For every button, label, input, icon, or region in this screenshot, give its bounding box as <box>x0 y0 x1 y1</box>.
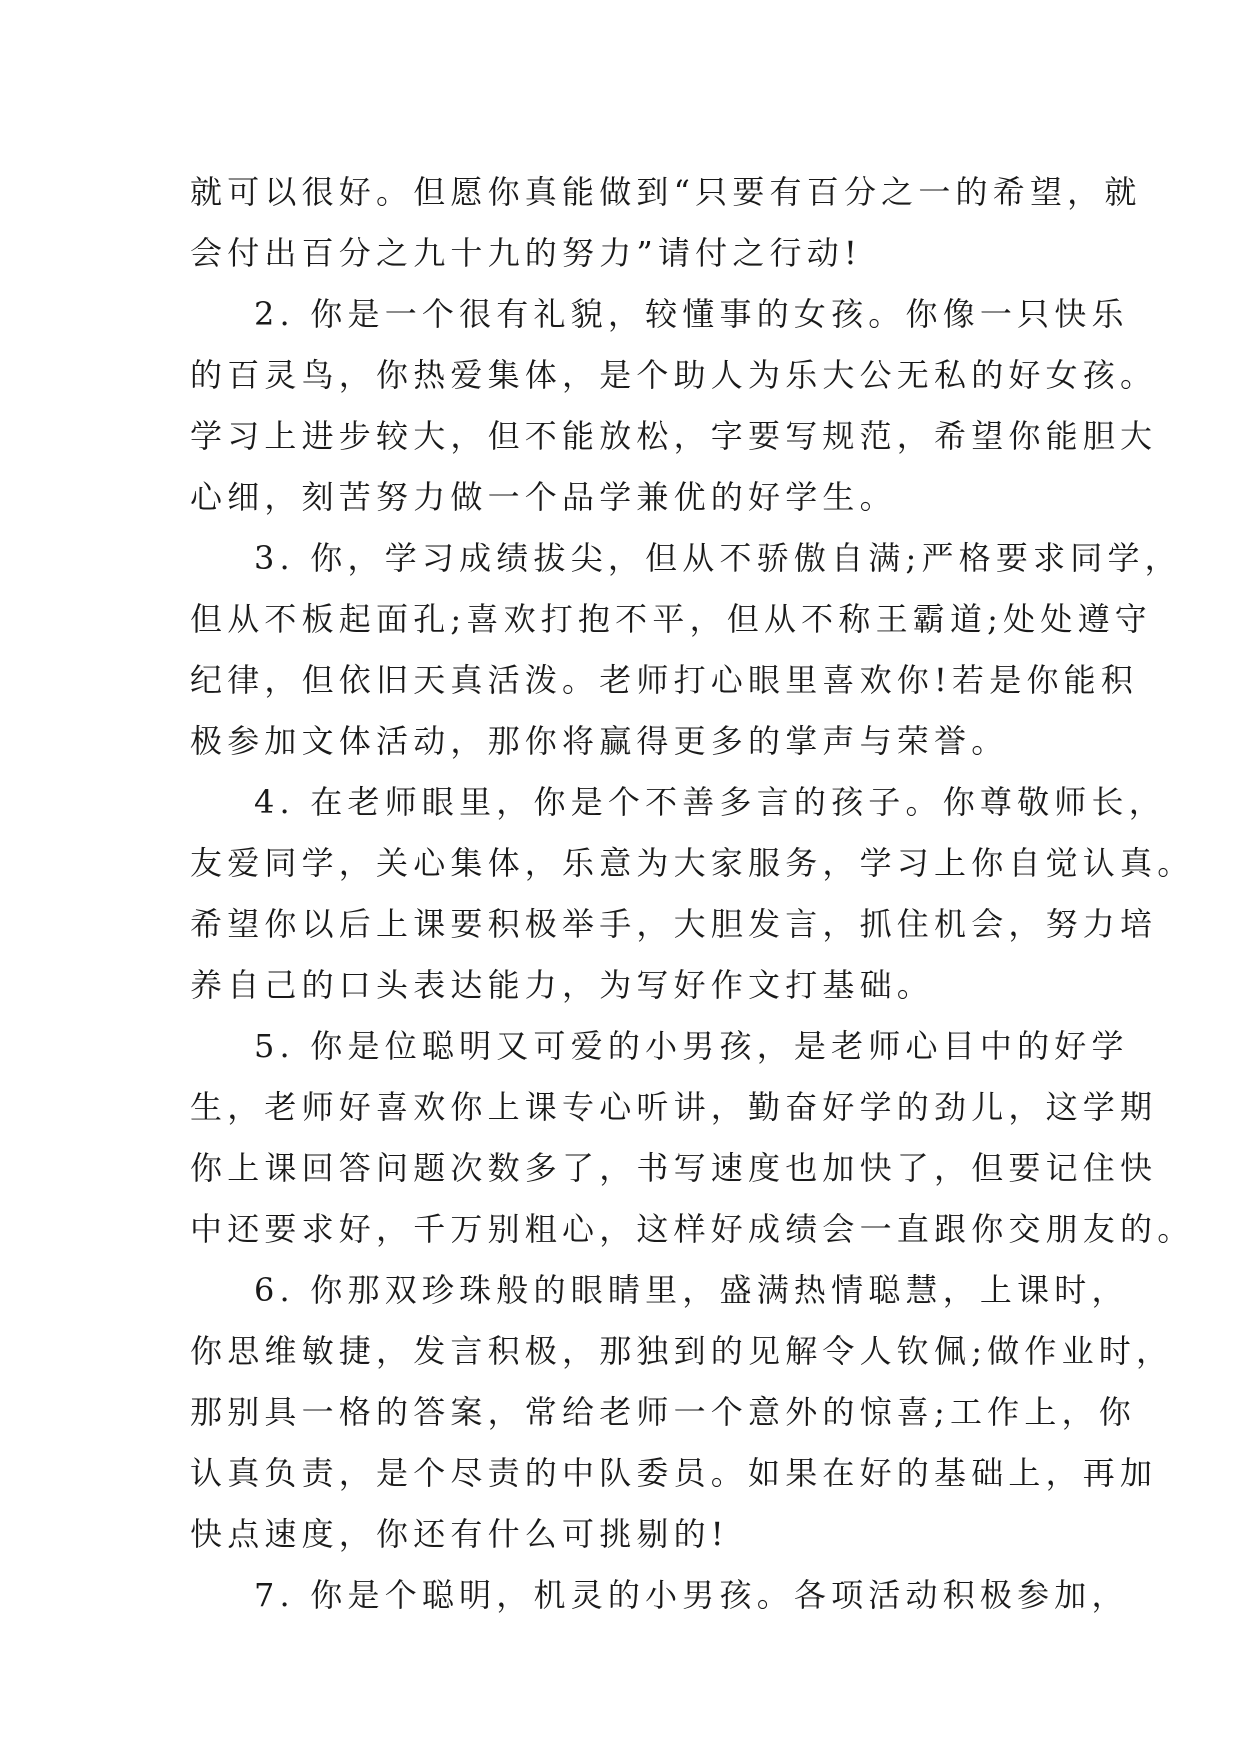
paragraph-2-first-line: 2. 你是一个很有礼貌，较懂事的女孩。你像一只快乐 <box>254 295 1129 333</box>
text-line: 纪律，但依旧天真活泼。老师打心眼里喜欢你!若是你能积 <box>190 661 1139 699</box>
text-line: 生，老师好喜欢你上课专心听讲，勤奋好学的劲儿，这学期 <box>190 1088 1158 1126</box>
paragraph-6-first-line: 6. 你那双珍珠般的眼睛里，盛满热情聪慧，上课时， <box>254 1271 1129 1309</box>
text-line: 心细，刻苦努力做一个品学兼优的好学生。 <box>190 478 897 516</box>
document-body <box>190 162 1195 1626</box>
text-line: 但从不板起面孔;喜欢打抱不平，但从不称王霸道;处处遵守 <box>190 600 1152 638</box>
text-line: 你思维敏捷，发言积极，那独到的见解令人钦佩;做作业时， <box>190 1332 1174 1370</box>
text-line: 你上课回答问题次数多了，书写速度也加快了，但要记住快 <box>190 1149 1158 1187</box>
text-line: 认真负责，是个尽责的中队委员。如果在好的基础上，再加 <box>190 1454 1158 1492</box>
text-line: 快点速度，你还有什么可挑剔的! <box>190 1515 729 1553</box>
paragraph-4-first-line: 4. 在老师眼里，你是个不善多言的孩子。你尊敬师长， <box>254 783 1166 821</box>
text-line: 那别具一格的答案，常给老师一个意外的惊喜;工作上，你 <box>190 1393 1136 1431</box>
text-line: 的百灵鸟，你热爱集体，是个助人为乐大公无私的好女孩。 <box>190 356 1158 394</box>
text-line: 希望你以后上课要积极举手，大胆发言，抓住机会，努力培 <box>190 905 1158 943</box>
text-line: 就可以很好。但愿你真能做到“只要有百分之一的希望，就 <box>190 173 1142 211</box>
text-line: 极参加文体活动，那你将赢得更多的掌声与荣誉。 <box>190 722 1009 760</box>
text-line: 会付出百分之九十九的努力”请付之行动! <box>190 234 863 272</box>
text-line: 友爱同学，关心集体，乐意为大家服务，学习上你自觉认真。 <box>190 844 1195 882</box>
paragraph-3-first-line: 3. 你，学习成绩拔尖，但从不骄傲自满;严格要求同学， <box>254 539 1182 577</box>
paragraph-5-first-line: 5. 你是位聪明又可爱的小男孩，是老师心目中的好学 <box>254 1027 1129 1065</box>
text-line: 学习上进步较大，但不能放松，字要写规范，希望你能胆大 <box>190 417 1158 455</box>
paragraph-7-first-line: 7. 你是个聪明，机灵的小男孩。各项活动积极参加， <box>254 1576 1129 1614</box>
text-line: 中还要求好，千万别粗心，这样好成绩会一直跟你交朋友的。 <box>190 1210 1195 1248</box>
text-line: 养自己的口头表达能力，为写好作文打基础。 <box>190 966 935 1004</box>
